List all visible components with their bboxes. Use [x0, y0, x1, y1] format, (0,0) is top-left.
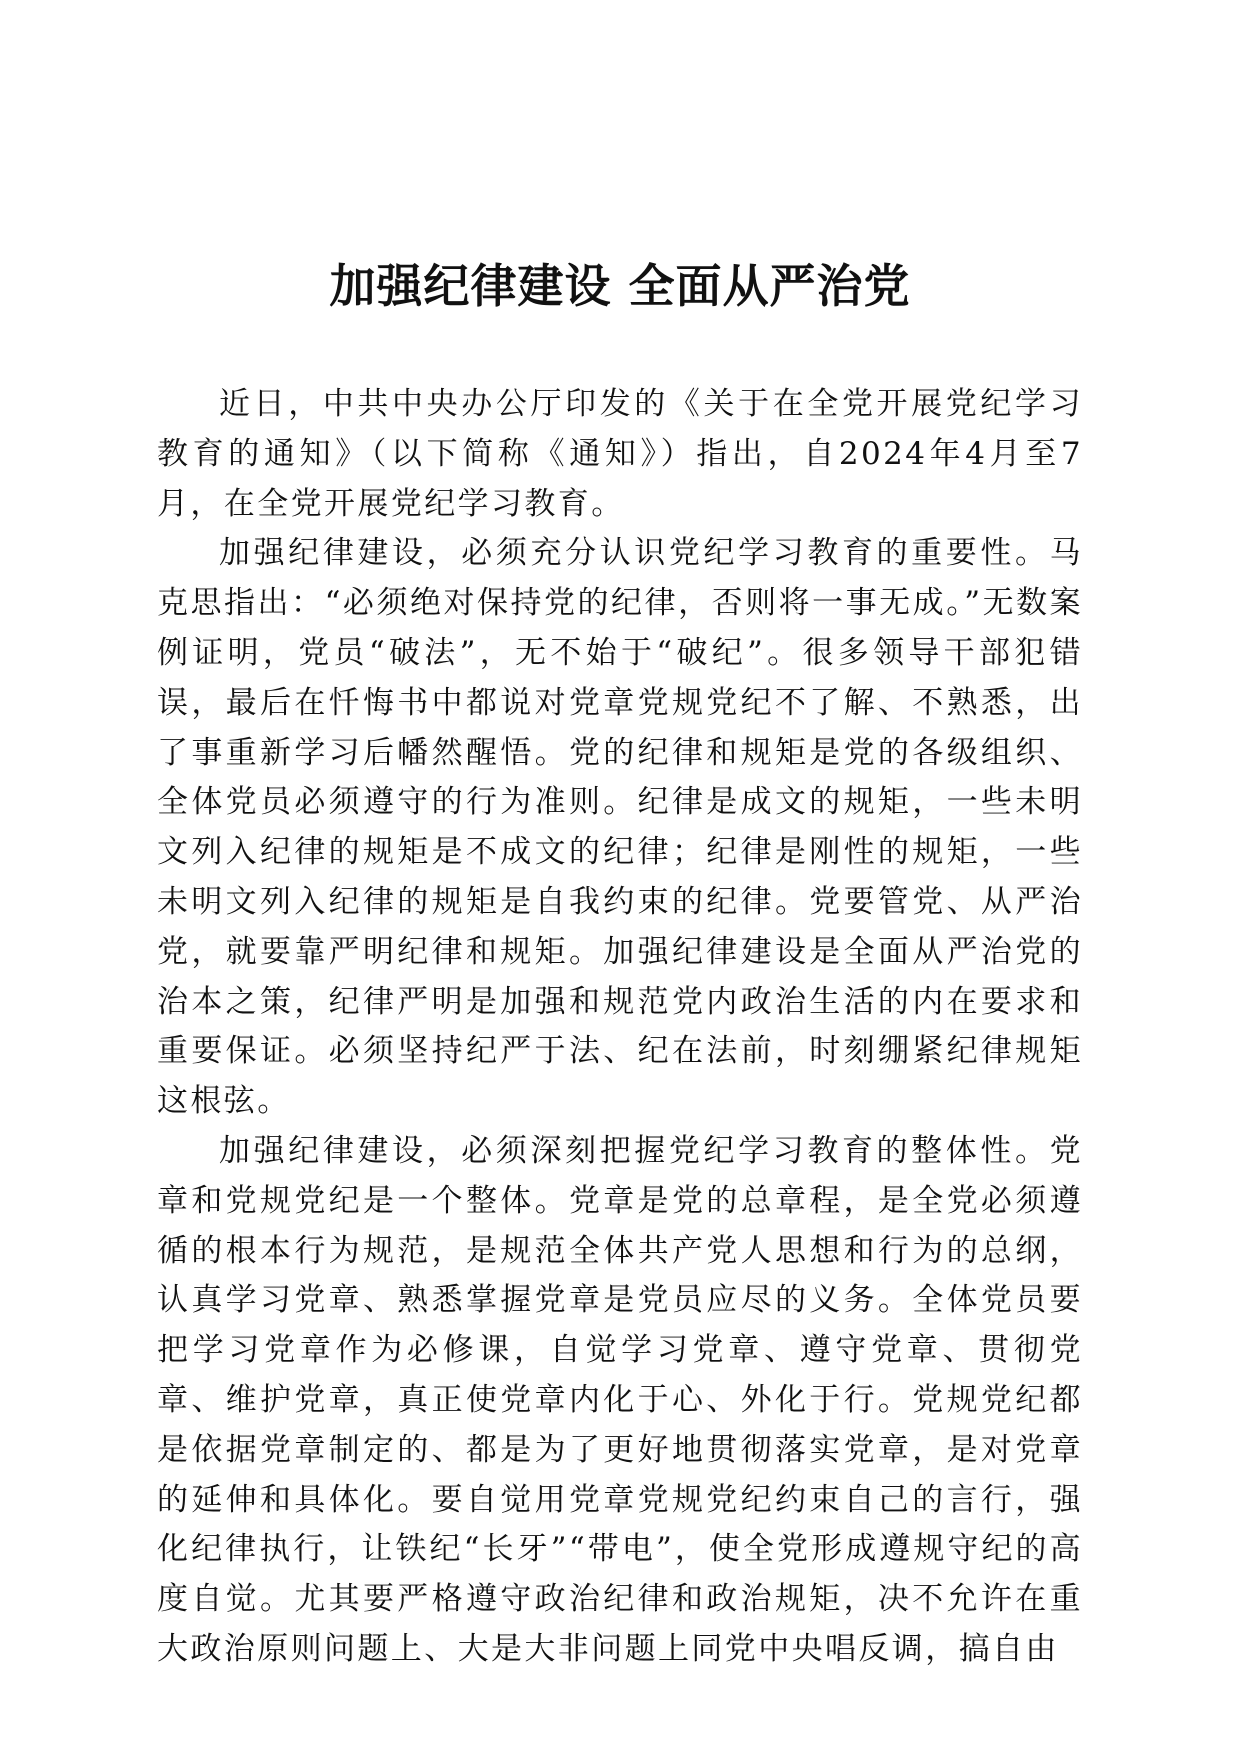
paragraph-integrity: 加强纪律建设，必须深刻把握党纪学习教育的整体性。党章和党规党纪是一个整体。党章是党的总章程，是全党必须遵循的根本行为规范，是规范全体共产党人思想和行为的总纲，认真学习党章、熟悉掌握党章是党员应尽的义务。全体党员要把学习党章作为必修课，自觉学习党章、遵守党章、贯彻党章、维护党章，真正使党章内化于心、外化于行。党规党纪都是依据党章制定的、都是为了更好地贯彻落实党章，是对党章的延伸和具体化。要自觉用党章党规党纪约束自己的言行，强化纪律执行，让铁纪“长牙”“带电”，使全党形成遵规守纪的高度自觉。尤其要严格遵守政治纪律和政治规矩，决不允许在重大政治原则问题上、大是大非问题上同党中央唱反调，搞自由: [157, 1132, 1083, 1667]
document-title: 加强纪律建设 全面从严治党: [329, 259, 911, 313]
paragraph-importance: 加强纪律建设，必须充分认识党纪学习教育的重要性。马克思指出：“必须绝对保持党的纪律，否则将一事无成。”无数案例证明，党员“破法”，无不始于“破纪”。很多领导干部犯错误，最后在忏悔书中都说对党章党规党纪不了解、不熟悉，出了事重新学习后幡然醒悟。党的纪律和规矩是党的各级组织、全体党员必须遵守的行为准则。纪律是成文的规矩，一些未明文列入纪律的规矩是不成文的纪律；纪律是刚性的规矩，一些未明文列入纪律的规矩是自我约束的纪律。党要管党、从严治党，就要靠严明纪律和规矩。加强纪律建设是全面从严治党的治本之策，纪律严明是加强和规范党内政治生活的内在要求和重要保证。必须坚持纪严于法、纪在法前，时刻绷紧纪律规矩这根弦。: [157, 535, 1083, 1120]
document-body: [157, 380, 1083, 1675]
paragraph-intro: 近日，中共中央办公厅印发的《关于在全党开展党纪学习教育的通知》（以下简称《通知》）指出，自2024年4月至7月，在全党开展党纪学习教育。: [157, 386, 1083, 522]
